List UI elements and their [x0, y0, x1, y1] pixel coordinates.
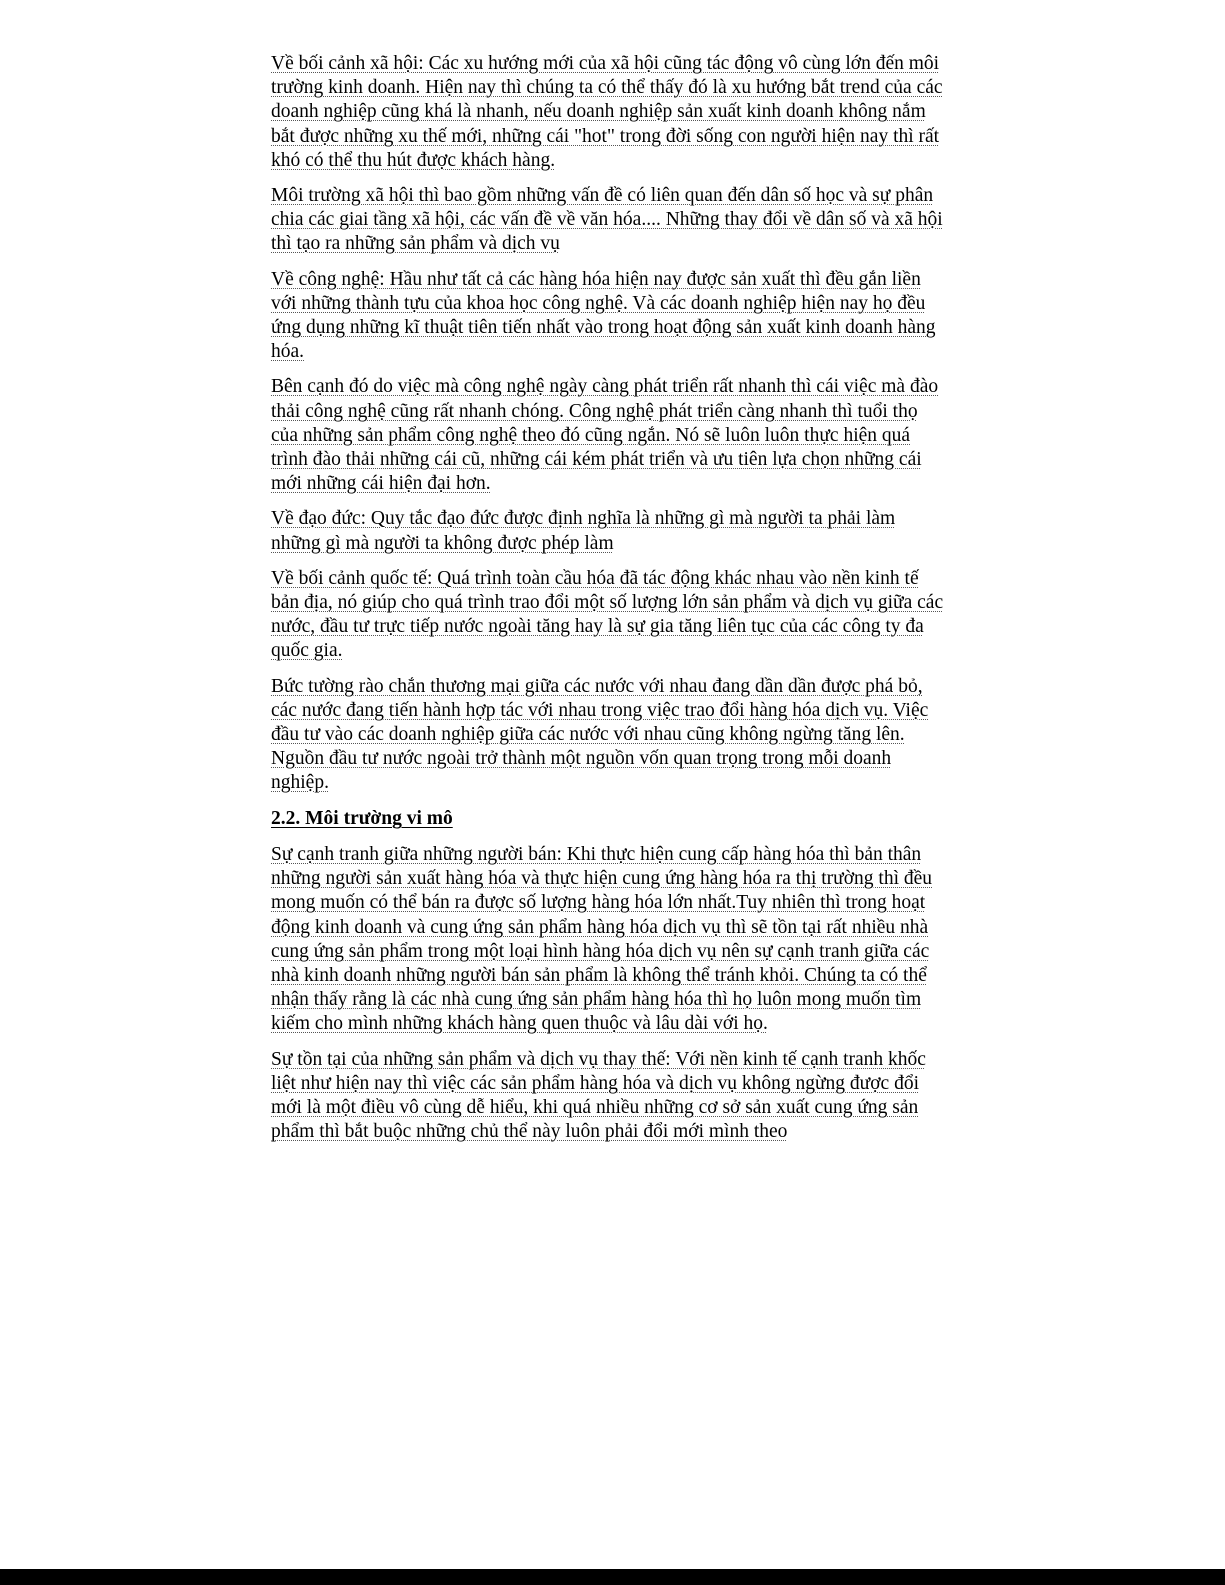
- paragraph-technology-obsolescence: Bên cạnh đó do việc mà công nghệ ngày càng phát triển rất nhanh thì cái việc mà đào thải công nghệ cũng rất nhanh chóng. Công nghệ phát triển càng nhanh thì tuổi thọ của những sản phẩm công nghệ theo đó cũng ngắn. Nó sẽ luôn luôn thực hiện quá trình đào thải những cái cũ, những cái kém phát triển và ưu tiên lựa chọn những cái mới những cái hiện đại hơn.: [271, 376, 939, 495]
- section-heading: 2.2. Môi trường vi mô: [271, 807, 453, 829]
- paragraph-social-context: Về bối cảnh xã hội: Các xu hướng mới của xã hội cũng tác động vô cùng lớn đến môi trường kinh doanh. Hiện nay thì chúng ta có thể thấy đó là xu hướng bắt trend của các doanh nghiệp cũng khá là nhanh, nếu doanh nghiệp sản xuất kinh doanh không nắm bắt được những xu thế mới, những cái "hot" trong đời sống con người hiện nay thì rất khó có thể thu hút được khách hàng.: [271, 53, 943, 171]
- paragraph-trade-barriers: Bức tường rào chắn thương mại giữa các nước với nhau đang dần dần được phá bỏ, các nước đang tiến hành hợp tác với nhau trong việc trao đổi hàng hóa dịch vụ. Việc đầu tư vào các doanh nghiệp giữa các nước với nhau cũng không ngừng tăng lên. Nguồn đầu tư nước ngoài trở thành một nguồn vốn quan trọng trong mỗi doanh nghiệp.: [271, 675, 929, 794]
- document-page: [271, 52, 946, 1155]
- paragraph-substitute-products: Sự tồn tại của những sản phẩm và dịch vụ thay thế: Với nền kinh tế cạnh tranh khốc liệt như hiện nay thì việc các sản phẩm hàng hóa và dịch vụ không ngừng được đổi mới là một điều vô cùng dễ hiểu, khi quá nhiều những cơ sở sản xuất cung ứng sản phẩm thì bắt buộc những chủ thể này luôn phải đổi mới mình theo: [271, 1048, 926, 1143]
- page-bottom-border: [0, 1569, 1225, 1585]
- paragraph-seller-competition: Sự cạnh tranh giữa những người bán: Khi thực hiện cung cấp hàng hóa thì bản thân những người sản xuất hàng hóa và thực hiện cung ứng hàng hóa ra thị trường thì đều mong muốn có thể bán ra được số lượng hàng hóa lớn nhất.Tuy nhiên thì trong hoạt động kinh doanh và cung ứng sản phẩm hàng hóa dịch vụ thì sẽ tồn tại rất nhiều nhà cung ứng sản phẩm trong một loại hình hàng hóa dịch vụ nên sự cạnh tranh giữa các nhà kinh doanh những người bán sản phẩm là không thể tránh khỏi. Chúng ta có thể nhận thấy rằng là các nhà cung ứng sản phẩm hàng hóa thì họ luôn mong muốn tìm kiếm cho mình những khách hàng quen thuộc và lâu dài với họ.: [271, 843, 933, 1035]
- paragraph-international-context: Về bối cảnh quốc tế: Quá trình toàn cầu hóa đã tác động khác nhau vào nền kinh tế bản địa, nó giúp cho quá trình trao đổi một số lượng lớn sản phẩm và dịch vụ giữa các nước, đầu tư trực tiếp nước ngoài tăng hay là sự gia tăng liên tục của các công ty đa quốc gia.: [271, 567, 944, 662]
- paragraph-social-environment: Môi trường xã hội thì bao gồm những vấn đề có liên quan đến dân số học và sự phân chia các giai tầng xã hội, các vấn đề về văn hóa.... Những thay đổi về dân số và xã hội thì tạo ra những sản phẩm và dịch vụ: [271, 185, 943, 255]
- paragraph-technology: Về công nghệ: Hầu như tất cả các hàng hóa hiện nay được sản xuất thì đều gắn liền với những thành tựu của khoa học công nghệ. Và các doanh nghiệp hiện nay họ đều ứng dụng những kĩ thuật tiên tiến nhất vào trong hoạt động sản xuất kinh doanh hàng hóa.: [271, 268, 936, 363]
- paragraph-ethics: Về đạo đức: Quy tắc đạo đức được định nghĩa là những gì mà người ta phải làm những gì mà người ta không được phép làm: [271, 508, 896, 554]
